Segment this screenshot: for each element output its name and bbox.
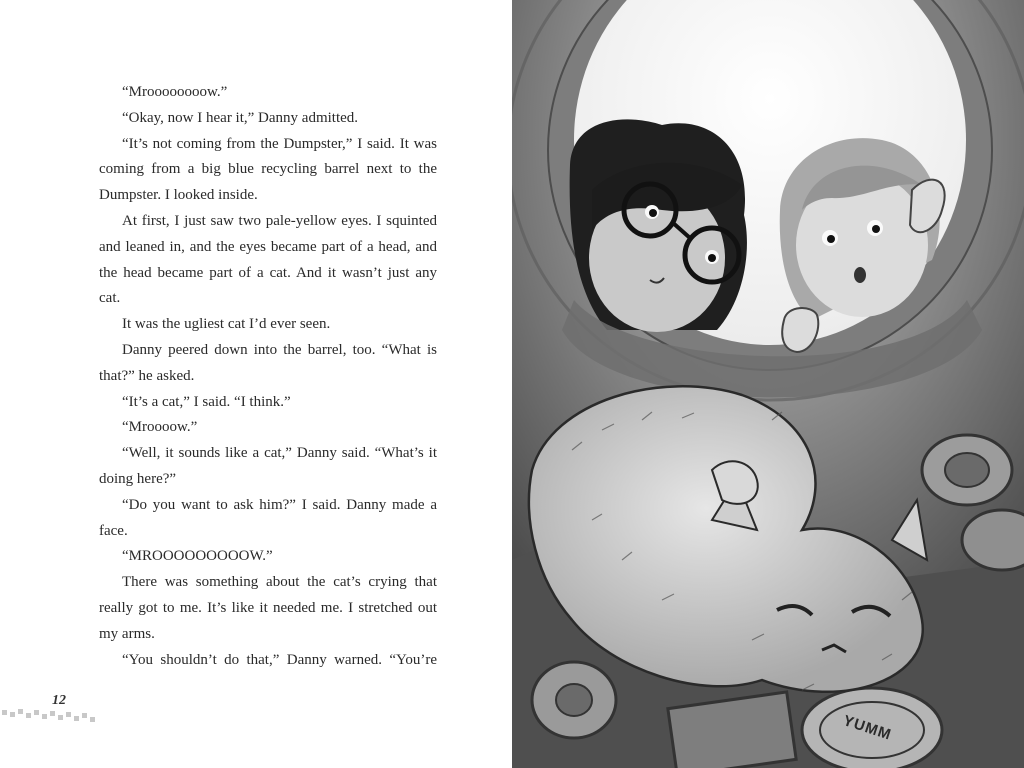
paragraph: There was something about the cat’s crying that really got to me. It’s like it needed me. I stretched out my arms. [99,574,437,642]
illustration [512,0,1024,768]
paragraph: Danny peered down into the barrel, too. “What is that?” he asked. [99,341,437,384]
paragraph: “Okay, now I hear it,” Danny admitted. [122,109,359,126]
page-number-ornament [0,706,100,726]
illustration-svg [512,0,1024,768]
paragraph: “Do you want to ask him?” I said. Danny made a face. [99,496,437,539]
paragraph: At first, I just saw two pale-yellow eyes. I squinted and leaned in, and the eyes became part of a head, and the head became part of a cat. And it wasn’t just any cat. [99,212,437,307]
paragraph: “Mroooow.” [122,419,198,436]
paragraph: “Mroooooooow.” [122,84,228,100]
girl-figure [570,119,747,332]
paragraph: “Well, it sounds like a cat,” Danny said. “What’s it doing here?” [99,445,437,487]
paragraph: It was the ugliest cat I’d ever seen. [122,316,331,333]
paragraph: “It’s a cat,” I said. “I think.” [122,393,291,410]
can-label: YUMM [840,712,894,744]
paragraph: “You shouldn’t do that,” Danny warned. “You’re [122,651,437,668]
page-number: 12 [52,693,66,708]
paragraph: “It’s not coming from the Dumpster,” I said. It was coming from a big blue recycling barrel next to the Dumpster. I looked inside. [99,135,437,204]
paragraph: “MROOOOOOOOOW.” [122,548,273,565]
body-text [99,80,437,673]
